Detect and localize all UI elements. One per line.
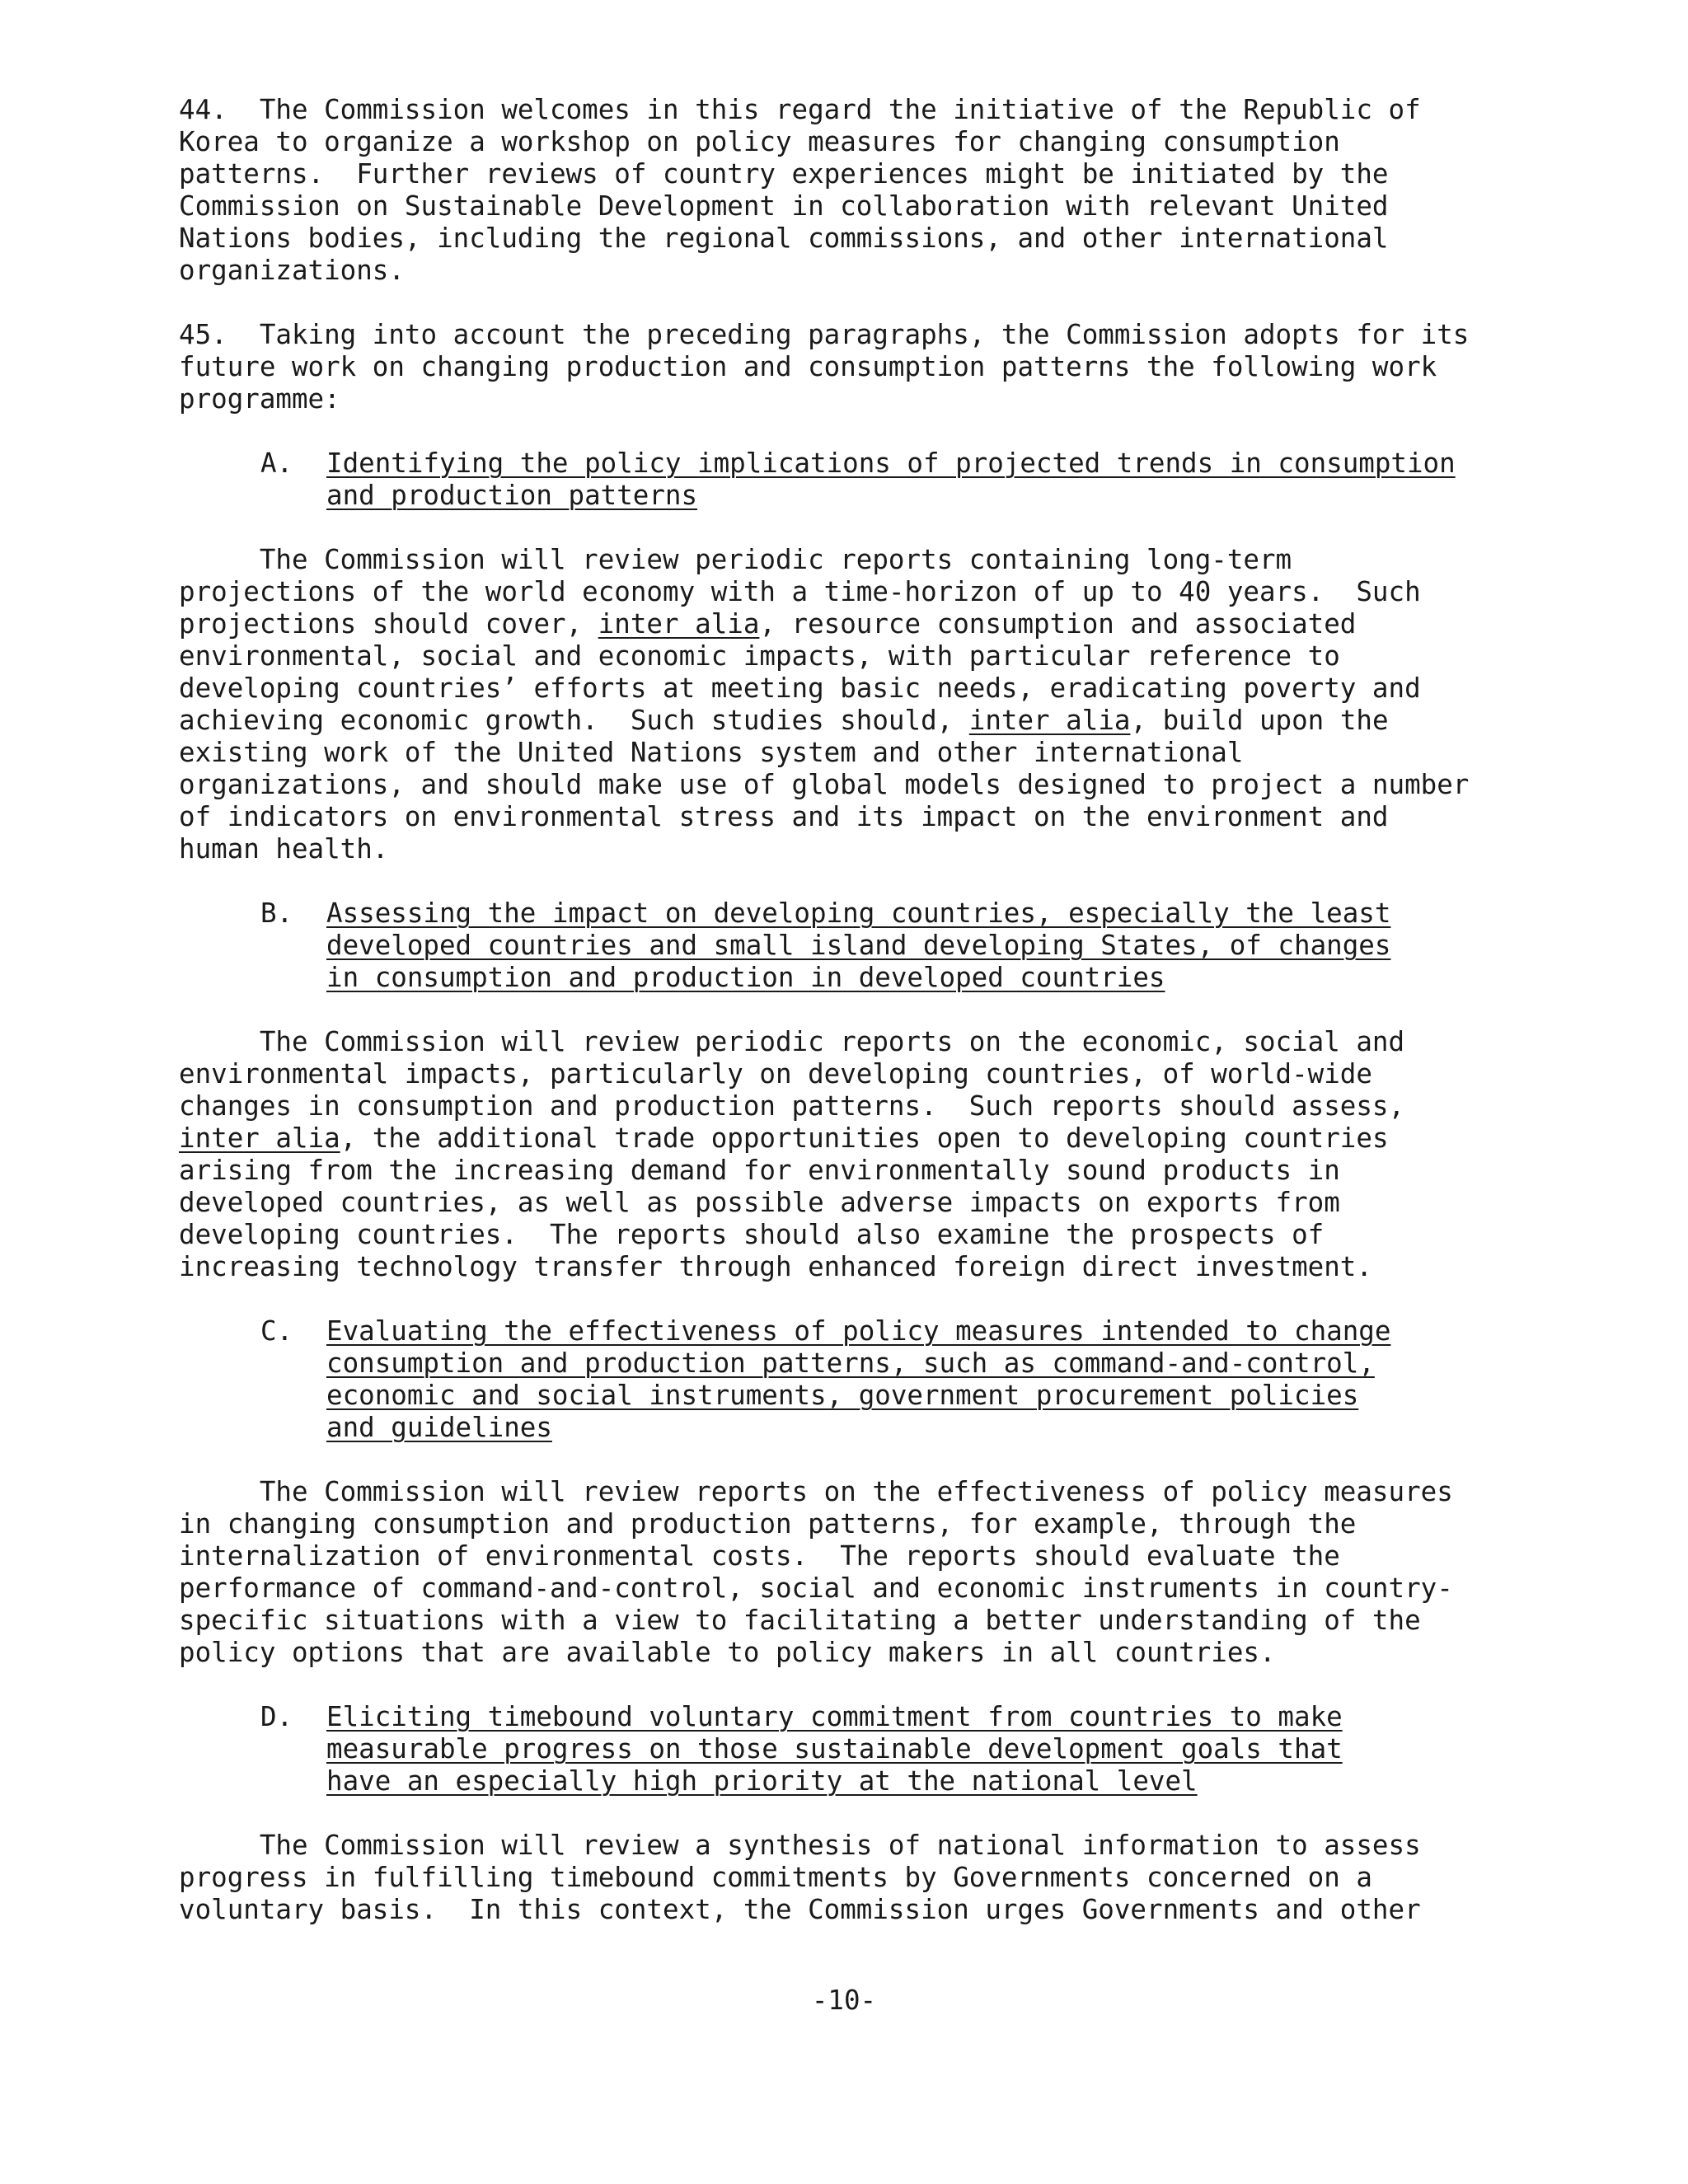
text-line: developing countries’ efforts at meeting basic needs, eradicating poverty and (179, 673, 1421, 704)
section-heading-line: Evaluating the effectiveness of policy measures intended to change (326, 1315, 1391, 1347)
section-letter: D. (260, 1701, 293, 1732)
text-line: The Commission will review periodic reports containing long-term (179, 544, 1292, 575)
text-line: voluntary basis. In this context, the Commission urges Governments and other (179, 1894, 1421, 1925)
page-number: -10- (811, 1985, 877, 2016)
emphasis-inter-alia: inter alia (968, 705, 1131, 736)
section-letter: C. (260, 1315, 293, 1347)
text-line: patterns. Further reviews of country experiences might be initiated by the (179, 158, 1389, 190)
text-line: projections of the world economy with a time-horizon of up to 40 years. Such (179, 576, 1421, 607)
text-line: existing work of the United Nations system and other international (179, 737, 1244, 768)
text-line: organizations. (179, 255, 405, 286)
section-heading-line: measurable progress on those sustainable development goals that (326, 1733, 1343, 1765)
text-line: in changing consumption and production patterns, for example, through the (179, 1508, 1357, 1540)
text-line: The Commission will review periodic reports on the economic, social and (179, 1026, 1405, 1057)
text-line: developed countries, as well as possible adverse impacts on exports from (179, 1187, 1340, 1218)
text-line: specific situations with a view to facilitating a better understanding of the (179, 1605, 1421, 1636)
section-heading-line: economic and social instruments, government procurement policies (326, 1380, 1359, 1411)
text-line: environmental, social and economic impacts, with particular reference to (179, 640, 1340, 672)
text-line: Commission on Sustainable Development in collaboration with relevant United (179, 190, 1389, 222)
text-line: increasing technology transfer through enhanced foreign direct investment. (179, 1251, 1372, 1282)
section-heading-line: and production patterns (326, 480, 698, 511)
text-line: Korea to organize a workshop on policy measures for changing consumption (179, 126, 1340, 157)
text-line: programme: (179, 383, 340, 415)
text-line: Nations bodies, including the regional commissions, and other international (179, 223, 1389, 254)
section-heading-line: consumption and production patterns, such as command-and-control, (326, 1347, 1375, 1379)
section-heading-line: Eliciting timebound voluntary commitment from countries to make (326, 1701, 1343, 1732)
text-line: The Commission will review a synthesis of national information to assess (179, 1830, 1421, 1861)
text-line: The Commission will review reports on the effectiveness of policy measures (179, 1476, 1453, 1507)
text-line: arising from the increasing demand for environmentally sound products in (179, 1155, 1340, 1186)
text-line: developing countries. The reports should also examine the prospects of (179, 1219, 1325, 1250)
text-line (179, 608, 1356, 640)
text-line: internalization of environmental costs. The reports should evaluate the (179, 1540, 1340, 1572)
text-line: policy options that are available to policy makers in all countries. (179, 1637, 1276, 1668)
text-line: human health. (179, 833, 389, 865)
section-heading-line: and guidelines (326, 1412, 552, 1443)
text-line (179, 705, 1389, 737)
text-run: projections should cover, (179, 608, 598, 640)
text-run: , build upon the (1130, 705, 1389, 736)
text-line: 45. Taking into account the preceding paragraphs, the Commission adopts for its (179, 319, 1470, 350)
section-letter: A. (260, 448, 293, 479)
text-line: changes in consumption and production patterns. Such reports should assess, (179, 1090, 1405, 1122)
emphasis-inter-alia: inter alia (179, 1122, 340, 1154)
section-letter: B. (260, 898, 293, 929)
text-run: , the additional trade opportunities open to developing countries (340, 1122, 1389, 1154)
text-line: of indicators on environmental stress and its impact on the environment and (179, 801, 1389, 832)
text-line: performance of command-and-control, social and economic instruments in country- (179, 1572, 1453, 1604)
section-heading-line: in consumption and production in developed countries (326, 962, 1165, 993)
section-heading-line: developed countries and small island developing States, of changes (326, 930, 1391, 961)
section-heading-line: Identifying the policy implications of projected trends in consumption (326, 448, 1456, 479)
section-heading-line: have an especially high priority at the national level (326, 1765, 1198, 1797)
text-line (179, 1122, 1389, 1155)
text-line: organizations, and should make use of global models designed to project a number (179, 769, 1470, 800)
text-run: , resource consumption and associated (759, 608, 1357, 640)
text-line: future work on changing production and consumption patterns the following work (179, 351, 1437, 382)
text-line: 44. The Commission welcomes in this regard the initiative of the Republic of (179, 94, 1421, 125)
text-line: progress in fulfilling timebound commitments by Governments concerned on a (179, 1862, 1372, 1893)
text-line: environmental impacts, particularly on developing countries, of world-wide (179, 1058, 1372, 1090)
text-run: achieving economic growth. Such studies should, (179, 705, 969, 736)
emphasis-inter-alia: inter alia (598, 608, 760, 640)
section-heading-line: Assessing the impact on developing countries, especially the least (326, 898, 1391, 929)
